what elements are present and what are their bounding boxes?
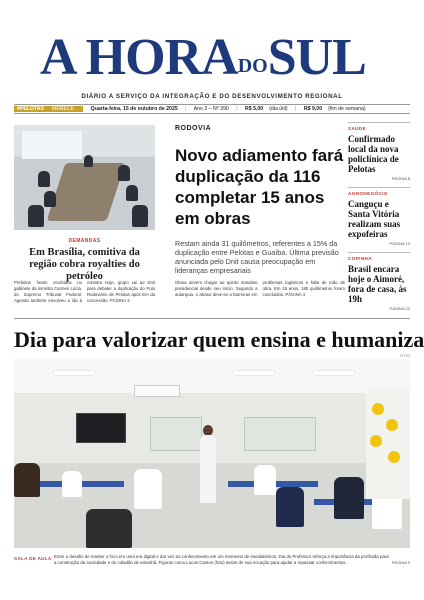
center-section-label: RODOVIA <box>175 125 212 132</box>
left-body-text: Prefeitos foram recebidos no gabinete da ministra Carmen Lúcia, do Supremo Tribunal Federal. Agenda também envolveu a ida à ministra Hoje, grupo vai ao Dnit para debater a duplicação do Polo Rodoviário de Pelotas após Em da concessão. PÁGINA 3 <box>14 280 155 303</box>
right-story-page: PÁGINA 8 <box>391 176 410 181</box>
photo-person <box>38 171 50 187</box>
issue-date: Quarta-feira, 15 de outubro de 2025 <box>90 106 178 112</box>
newspaper-title[interactable] <box>40 29 384 86</box>
student <box>86 509 132 548</box>
wall-poster <box>366 389 410 499</box>
right-story-label: SAÚDE <box>348 126 367 131</box>
student <box>276 487 304 527</box>
poster-dot <box>370 435 382 447</box>
hashtag-label: #PELOTAS <box>17 106 44 112</box>
student <box>334 477 364 519</box>
ceiling-lamp <box>234 371 274 375</box>
hashtag-badge[interactable] <box>14 106 83 112</box>
poster-dot <box>388 451 400 463</box>
right-story-label: AGRONEGÓCIO <box>348 191 388 196</box>
separator: | <box>236 106 238 112</box>
caption-text: Entre o desafio de manter o foco em uma era digital e dar vez ao conhecimento em um momento de imediatismos, Dia do Professor reforça a importância da profissão para a construção da sociedade e do cidadão de amanhã. Figuras como Lucas Cantos (foto) assim de sua vocação para ajudar a repassar conhecimentos. <box>54 554 389 565</box>
student <box>14 463 40 497</box>
photo-person <box>84 155 93 167</box>
photo-person <box>44 191 56 207</box>
left-section-label: DEMANDAS <box>68 238 101 244</box>
whiteboard <box>244 417 316 451</box>
right-story[interactable] <box>348 252 410 311</box>
air-conditioner <box>134 385 180 397</box>
photo-window <box>22 131 82 159</box>
right-column <box>348 122 410 317</box>
teacher <box>200 435 216 503</box>
separator: | <box>185 106 187 112</box>
right-story-headline: Brasil encara hoje o Aimoré, fora de casa, às 19h <box>348 264 407 304</box>
title-part-a: A HORA <box>40 29 238 86</box>
weekday-price-note: (dia útil) <box>269 106 288 112</box>
info-bar <box>14 104 410 114</box>
right-story-label: COPINHA <box>348 256 372 261</box>
poster-dot <box>372 403 384 415</box>
weekend-price-note: (fim de semana) <box>328 106 366 112</box>
main-headline[interactable]: Novo adiamento fará duplicação da 116 completar 15 anos em obras <box>175 146 344 228</box>
right-story-page: PÁGINA 22 <box>389 306 410 311</box>
title-part-do: DO <box>237 55 268 77</box>
photo-person <box>28 205 44 227</box>
right-story[interactable] <box>348 187 410 246</box>
caption-page: PÁGINA 9 <box>391 560 410 565</box>
tagline: DIÁRIO A SERVIÇO DA INTEGRAÇÃO E DO DESENVOLVIMENTO REGIONAL <box>81 93 343 100</box>
edition-number: Ano 2 – Nº 390 <box>193 106 229 112</box>
title-part-b: SUL <box>267 29 366 86</box>
whiteboard <box>150 417 202 451</box>
right-story-headline: Canguçu e Santa Vitória realizam suas expofeiras <box>348 199 401 239</box>
left-headline[interactable]: Em Brasília, comitiva da região cobra royalties do petróleo <box>29 247 140 282</box>
ceiling-lamp <box>54 371 94 375</box>
main-subheadline: Restam ainda 31 quilômetros, referentes a 15% da duplicação entre Pelotas e Guaíba. Última previsão anunciada pelo Dnit causa preocupação em lideranças empresariais <box>175 239 339 275</box>
student <box>134 469 162 509</box>
photo-table <box>47 163 126 221</box>
poster-dot <box>386 419 398 431</box>
right-story[interactable] <box>348 122 410 181</box>
photo-person <box>118 165 130 181</box>
photo-person <box>126 185 138 201</box>
weekend-price: R$ 9,00 <box>303 106 323 112</box>
ceiling-lamp <box>314 371 354 375</box>
student <box>62 471 82 497</box>
meeting-photo[interactable] <box>14 125 155 230</box>
photo-credit: FOTO <box>400 354 410 358</box>
divider <box>14 318 410 319</box>
separator: | <box>295 106 297 112</box>
right-story-headline: Confirmado local da nova policlínica de Pelotas <box>348 134 399 174</box>
classroom-screen <box>76 413 126 443</box>
hashtag-label-2: MERECE <box>52 106 75 112</box>
center-body-text: Obras devem chegar ao quinto mandato presidencial desde seu início. Segundo a autarquia, o atraso deve-se a barreiras em problemas logísticos e falta de mão de obra. Em 15 anos, 180 quilômetros foram concluídos. PÁGINA 4 <box>175 280 345 297</box>
right-story-page: PÁGINA 13 <box>389 241 410 246</box>
feature-headline[interactable]: Dia para valorizar quem ensina e humaniza <box>14 327 424 352</box>
student <box>254 465 276 495</box>
masthead <box>0 29 424 100</box>
classroom-photo[interactable] <box>14 359 410 548</box>
photo-person <box>132 205 148 227</box>
photo-ceiling <box>14 359 410 393</box>
weekday-price: R$ 5,00 <box>245 106 264 112</box>
caption-label: SALA DE AULA <box>14 556 52 561</box>
